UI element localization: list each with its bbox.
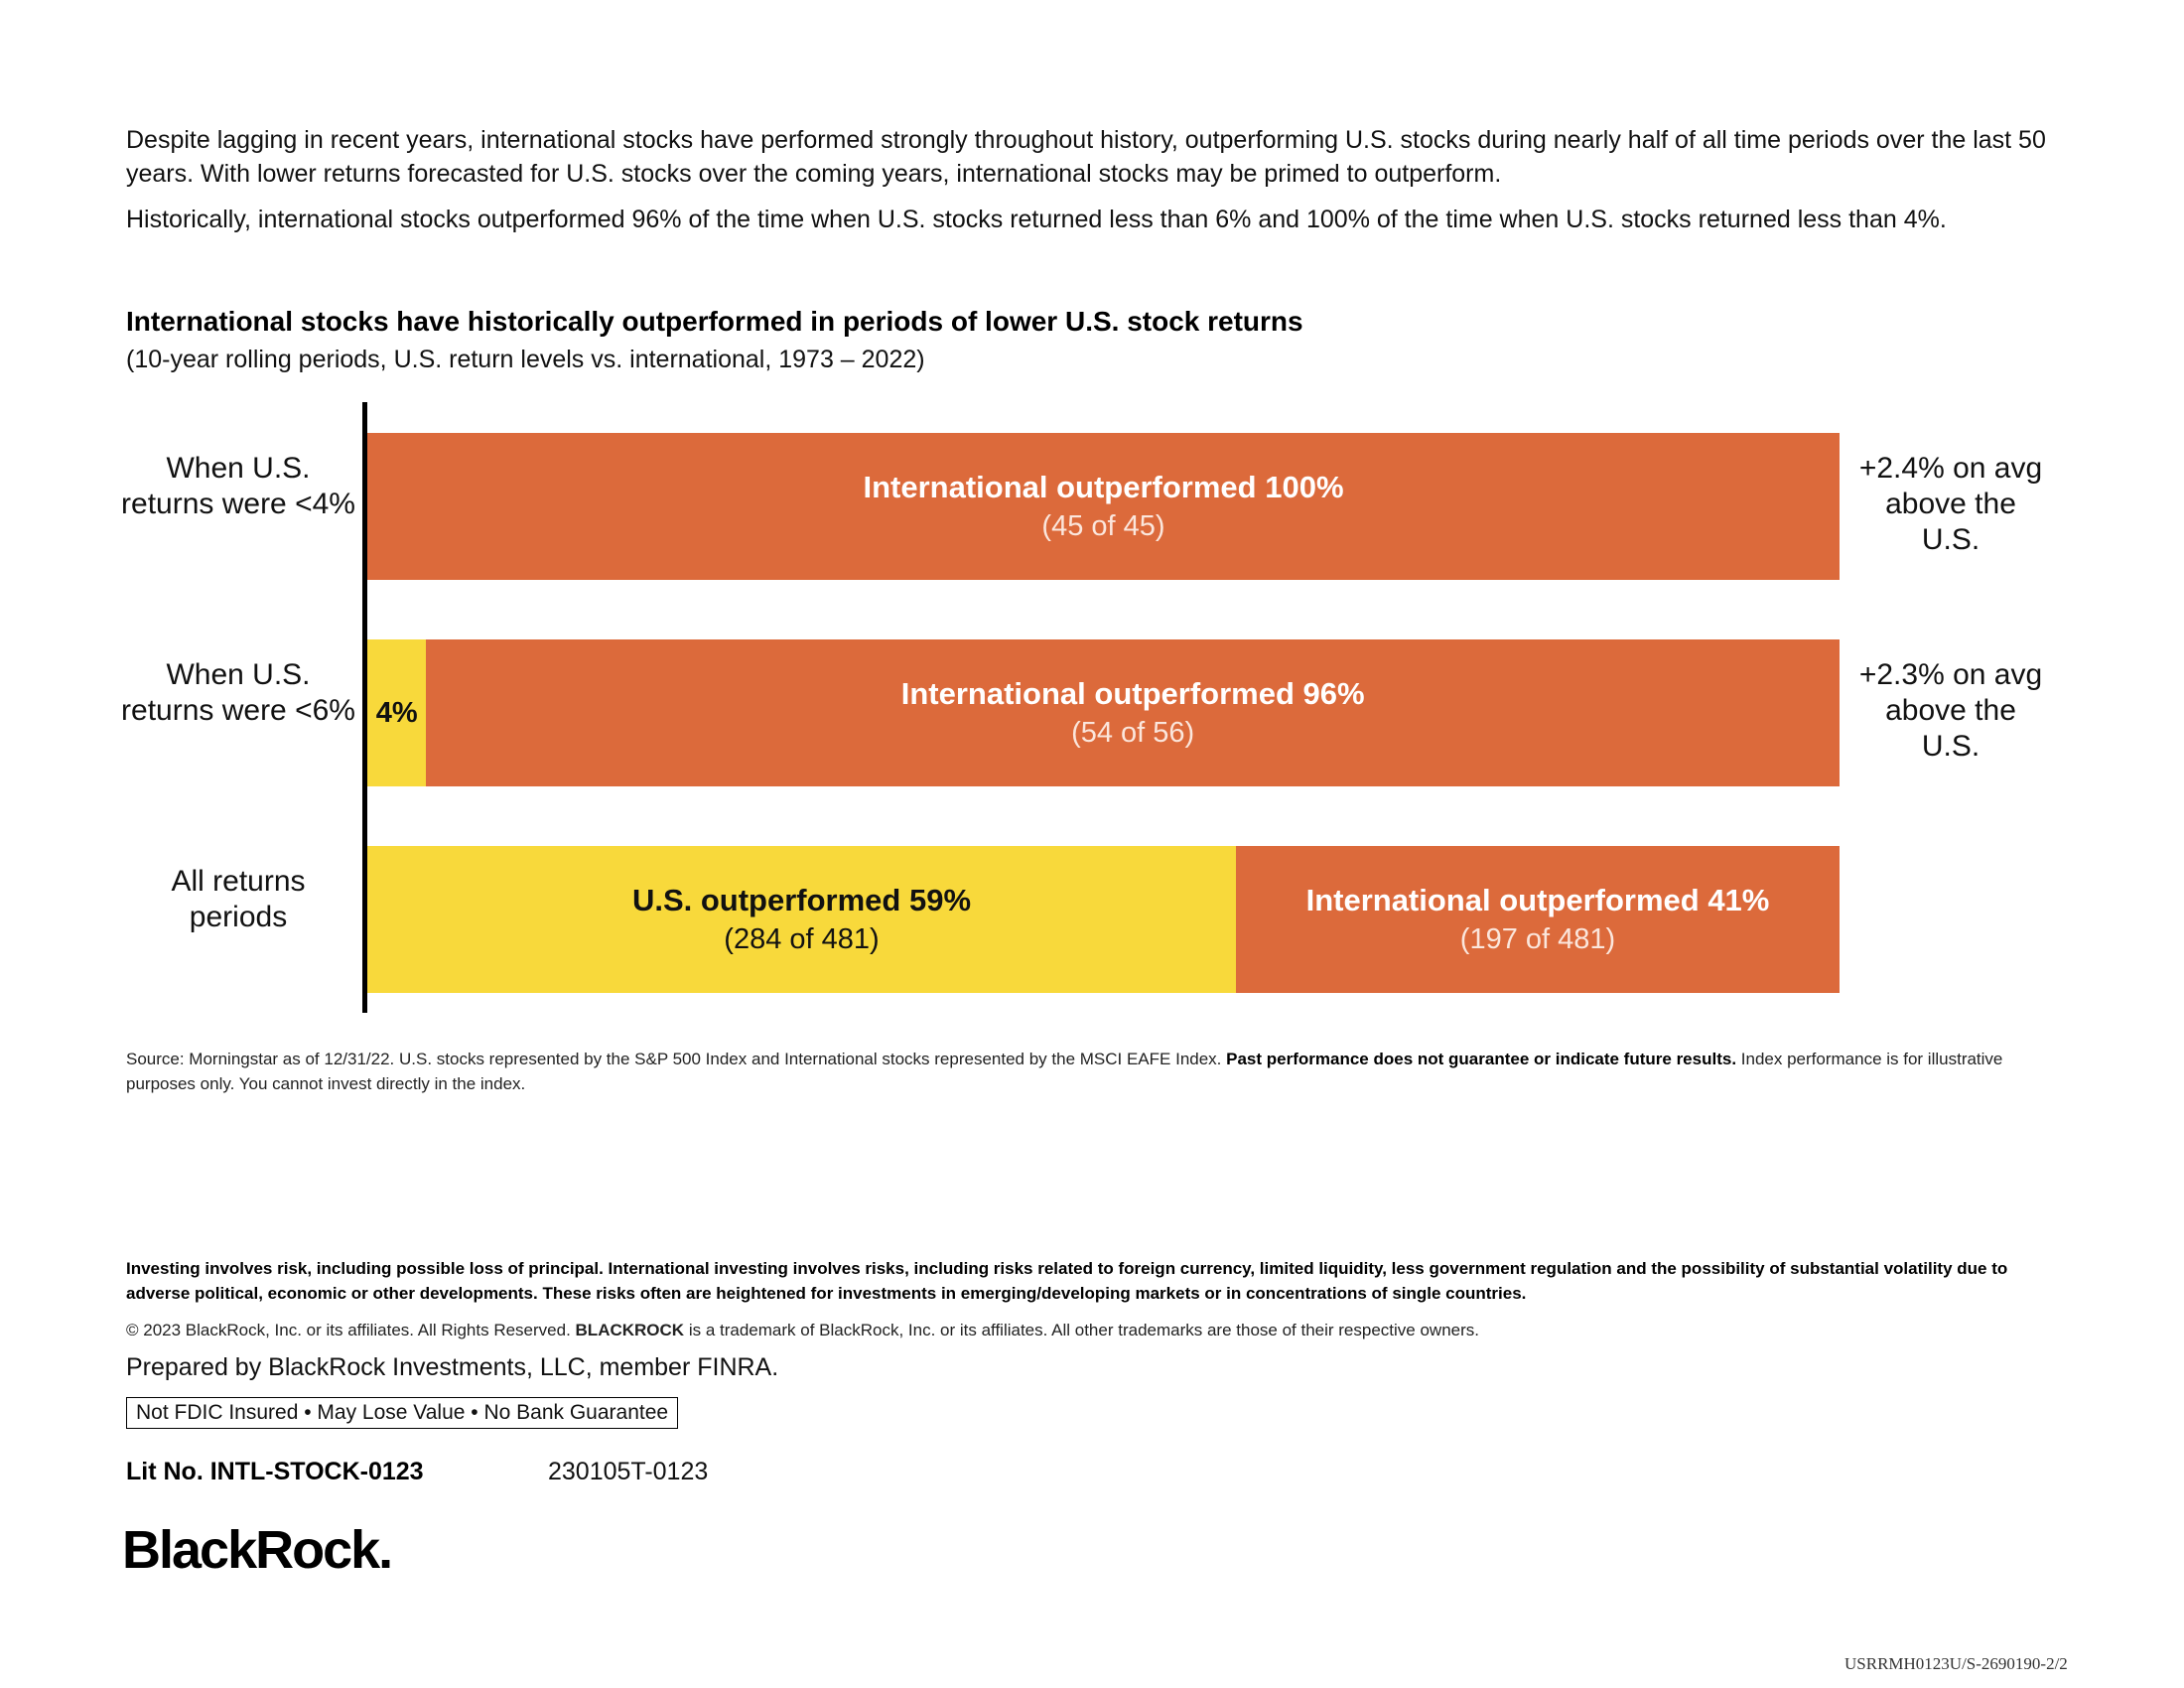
blackrock-logo: BlackRock. <box>122 1520 392 1580</box>
bar-track <box>367 846 1840 993</box>
intl-segment-count: (197 of 481) <box>1459 923 1616 955</box>
bar-track <box>367 433 1840 580</box>
source-disclaimer: Past performance does not guarantee or indicate future results. <box>1226 1050 1737 1068</box>
intl-bar-segment <box>426 639 1840 786</box>
fdic-disclaimer-box: Not FDIC Insured • May Lose Value • No Bank Guarantee <box>126 1397 678 1429</box>
stacked-bar-chart <box>0 397 2184 1023</box>
intro-paragraph-2: Historically, international stocks outperformed 96% of the time when U.S. stocks returned less than 6% and 100% of the time when U.S. stocks returned less than 4%. <box>126 206 1947 233</box>
us-segment-label: 4% <box>375 696 418 729</box>
intl-segment-count: (45 of 45) <box>1041 510 1165 542</box>
intl-segment-label: International outperformed 41% <box>1305 883 1770 917</box>
job-number: 230105T-0123 <box>548 1458 709 1485</box>
copyright-lead: © 2023 BlackRock, Inc. or its affiliates. All Rights Reserved. <box>126 1321 571 1339</box>
intro-paragraph-1: Despite lagging in recent years, international stocks have performed strongly throughout history, outperforming U.S. stocks during nearly half of all time periods over the last 50 years. With lower returns forecasted for U.S. stocks over the coming years, international stocks may be primed to outperform. <box>126 126 2046 188</box>
lit-number: Lit No. INTL-STOCK-0123 <box>126 1458 424 1485</box>
bar-track <box>367 639 1840 786</box>
row-side-note: +2.3% on avg above the U.S. <box>1858 658 2043 763</box>
intl-bar-segment <box>1236 846 1840 993</box>
row-label: All returns periods <box>171 865 306 933</box>
intl-segment-label: International outperformed 100% <box>863 470 1344 504</box>
chart-subtitle: (10-year rolling periods, U.S. return levels vs. international, 1973 – 2022) <box>126 346 925 373</box>
intl-segment-label: International outperformed 96% <box>900 676 1365 711</box>
us-bar-segment <box>367 846 1236 993</box>
row-side-note: +2.4% on avg above the U.S. <box>1858 452 2043 556</box>
row-label: When U.S. returns were <4% <box>121 452 355 520</box>
intl-bar-segment <box>367 433 1840 580</box>
copyright-tail: is a trademark of BlackRock, Inc. or its affiliates. All other trademarks are those of their respective owners. <box>688 1321 1479 1339</box>
copyright-brand: BLACKROCK <box>575 1321 685 1339</box>
us-segment-count: (284 of 481) <box>724 923 880 955</box>
source-tail: Index performance is for illustrative purposes only. You cannot invest directly in the index. <box>126 1050 2003 1093</box>
document-code: USRRMH0123U/S-2690190-2/2 <box>1844 1654 2068 1673</box>
us-bar-segment <box>367 639 426 786</box>
prepared-by: Prepared by BlackRock Investments, LLC, member FINRA. <box>126 1353 779 1381</box>
us-segment-label: U.S. outperformed 59% <box>631 883 972 917</box>
source-note <box>126 1047 2072 1096</box>
risk-disclosure: Investing involves risk, including possible loss of principal. International investing involves risks, including risks related to foreign currency, limited liquidity, less government regulation and the possibility of substantial volatility due to adverse political, economic or other developments. These risks often are heightened for investments in emerging/developing markets or in concentrations of single countries. <box>126 1259 2008 1303</box>
intro-text <box>126 123 2072 248</box>
row-label: When U.S. returns were <6% <box>121 658 355 727</box>
intl-segment-count: (54 of 56) <box>1071 717 1195 749</box>
source-lead: Source: Morningstar as of 12/31/22. U.S. stocks represented by the S&P 500 Index and International stocks represented by the MSCI EAFE Index. <box>126 1050 1222 1068</box>
copyright-notice <box>126 1319 2072 1342</box>
chart-title: International stocks have historically outperformed in periods of lower U.S. stock returns <box>126 306 1303 337</box>
